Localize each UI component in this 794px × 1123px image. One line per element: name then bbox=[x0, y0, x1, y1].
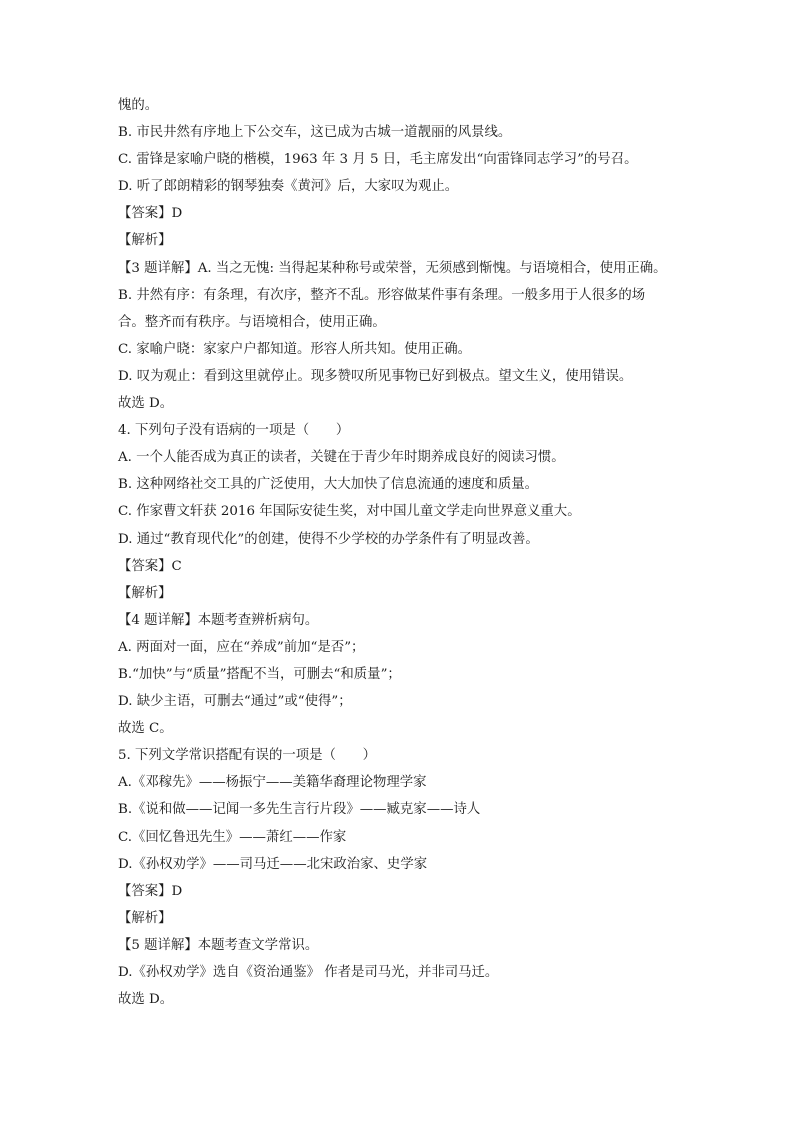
answer-label: 【答案】C bbox=[118, 558, 182, 574]
explanation-line: C. 家喻户晓：家家户户都知道。形容人所共知。使用正确。 bbox=[118, 341, 472, 357]
question-title: 5. 下列文学常识搭配有误的一项是（ ） bbox=[118, 748, 377, 764]
option-a-line: A. 一个人能否成为真正的读者，关键在于青少年时期养成良好的阅读习惯。 bbox=[118, 450, 565, 466]
option-d-line: D. 通过“教育现代化”的创建，使得不少学校的办学条件有了明显改善。 bbox=[118, 531, 539, 547]
conclusion-line: 故选 D。 bbox=[118, 396, 174, 412]
text-line: 愧的。 bbox=[118, 98, 159, 113]
explanation-line: 【3 题详解】A. 当之无愧: 当得起某种称号或荣誉，无须感到惭愧。与语境相合，使用正确。 bbox=[118, 260, 667, 276]
option-c-line: C. 作家曹文轩获 2016 年国际安徒生奖，对中国儿童文学走向世界意义重大。 bbox=[118, 504, 581, 520]
option-b-line: B. 市民井然有序地上下公交车，这已成为古城一道靓丽的风景线。 bbox=[118, 125, 512, 141]
answer-label: 【答案】D bbox=[118, 883, 183, 899]
explanation-line: 【5 题详解】本题考查文学常识。 bbox=[118, 937, 319, 953]
conclusion-line: 故选 D。 bbox=[118, 992, 174, 1008]
option-b-line: B. 这种网络社交工具的广泛使用，大大加快了信息流通的速度和质量。 bbox=[118, 477, 539, 493]
document-body bbox=[118, 92, 698, 1013]
explanation-line: D.《孙权劝学》选自《资治通鉴》 作者是司马光，并非司马迁。 bbox=[118, 965, 499, 980]
answer-label: 【答案】D bbox=[118, 206, 183, 222]
option-b-line: B.《说和做——记闻一多先生言行片段》——臧克家——诗人 bbox=[118, 802, 481, 818]
option-d-line: D. 听了郎朗精彩的钢琴独奏《黄河》后，大家叹为观止。 bbox=[118, 179, 459, 195]
analysis-label: 【解析】 bbox=[118, 910, 172, 926]
option-d-line: D.《孙权劝学》——司马迁——北宋政治家、史学家 bbox=[118, 856, 428, 872]
explanation-line: A. 两面对一面，应在“养成”前加“是否”； bbox=[118, 639, 365, 655]
analysis-label: 【解析】 bbox=[118, 233, 172, 249]
explanation-line: D. 缺少主语，可删去“通过”或“使得”； bbox=[118, 694, 352, 710]
option-c-line: C. 雷锋是家喻户晓的楷模，1963 年 3 月 5 日，毛主席发出“向雷锋同志学习”的号召。 bbox=[118, 152, 638, 168]
option-a-line: A.《邓稼先》——杨振宁——美籍华裔理论物理学家 bbox=[118, 775, 427, 791]
option-c-line: C.《回忆鲁迅先生》——萧红——作家 bbox=[118, 829, 347, 845]
explanation-line: B. 井然有序：有条理，有次序，整齐不乱。形容做某件事有条理。一般多用于人很多的场 bbox=[118, 287, 646, 303]
analysis-label: 【解析】 bbox=[118, 585, 172, 601]
explanation-line: B.“加快”与“质量”搭配不当，可删去“和质量”； bbox=[118, 666, 401, 682]
explanation-line: 合。整齐而有秩序。与语境相合，使用正确。 bbox=[118, 314, 386, 330]
explanation-line: 【4 题详解】本题考查辨析病句。 bbox=[118, 612, 319, 628]
explanation-line: D. 叹为观止：看到这里就停止。现多赞叹所见事物已好到极点。望文生义，使用错误。 bbox=[118, 368, 633, 384]
conclusion-line: 故选 C。 bbox=[118, 721, 173, 737]
question-title: 4. 下列句子没有语病的一项是（ ） bbox=[118, 423, 350, 439]
